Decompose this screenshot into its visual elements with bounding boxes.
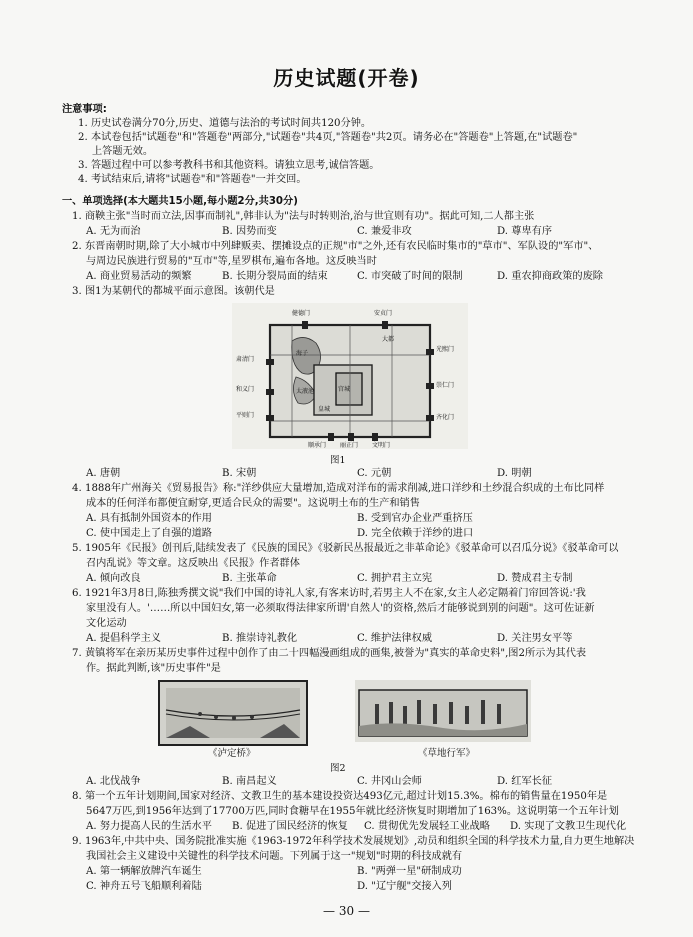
map-label: 文明门 bbox=[372, 442, 391, 449]
map-label: 顺承门 bbox=[308, 442, 327, 449]
q3-option-c: C. 元朝 bbox=[357, 468, 392, 479]
q2-option-b: B. 长期分裂局面的结束 bbox=[222, 271, 328, 282]
q8-option-a: A. 努力提高人民的生活水平 bbox=[86, 821, 212, 832]
q9-stem: 9. 1963年,中共中央、国务院批准实施《1963-1972年科学技术发展规划》,动员和组织全国的科学技术力量,自力更生地解决 bbox=[72, 836, 635, 847]
map-label: 皇城 bbox=[318, 406, 331, 413]
q2-option-c: C. 市突破了时间的限制 bbox=[357, 271, 463, 282]
map-label: 齐化门 bbox=[436, 414, 455, 421]
q7-option-a: A. 北伐战争 bbox=[86, 776, 141, 787]
section-heading: 一、单项选择(本大题共15小题,每小题2分,共30分) bbox=[62, 196, 298, 207]
q6-stem-cont: 家里没有人。'……所以中国妇女,第一必须取得法律家所谓'自然人'的资格,然后才能够说到别的问题"。这可佐证新 bbox=[86, 603, 595, 614]
note-2-cont: 上答题无效。 bbox=[92, 146, 154, 157]
q1-option-d: D. 尊卑有序 bbox=[497, 226, 553, 237]
q3-stem: 3. 图1为某朝代的都城平面示意图。该朝代是 bbox=[72, 286, 275, 297]
q2-stem-cont: 与周边民族进行贸易的"互市"等,星罗棋布,遍布各地。这反映当时 bbox=[86, 256, 377, 267]
q7-option-d: D. 红军长征 bbox=[497, 776, 553, 787]
map-label: 健德门 bbox=[292, 310, 311, 317]
page-title: 历史试题(开卷) bbox=[273, 66, 420, 90]
figure-2-caption: 图2 bbox=[330, 763, 346, 774]
grassland-march-image bbox=[355, 680, 531, 742]
note-1: 1. 历史试卷满分70分,历史、道德与法治的考试时间共120分钟。 bbox=[78, 118, 372, 129]
q5-option-d: D. 赞成君主专制 bbox=[497, 573, 573, 584]
q8-option-d: D. 实现了文教卫生现代化 bbox=[510, 821, 627, 832]
q6-stem: 6. 1921年3月8日,陈独秀撰文说"我们中国的诗礼人家,有客来访时,若男主人不在家,女主人必定隔着门帘回答说:'我 bbox=[72, 588, 586, 599]
map-label: 安贞门 bbox=[374, 310, 393, 317]
q8-option-b: B. 促进了国民经济的恢复 bbox=[232, 821, 348, 832]
q3-option-d: D. 明朝 bbox=[497, 468, 532, 479]
q4-stem: 4. 1888年广州海关《贸易报告》称:"洋纱供应大量增加,造成对洋布的需求削减,进口洋纱和土纱混合织成的土布比同样 bbox=[72, 483, 605, 494]
q9-option-b: B. "两弹一星"研制成功 bbox=[357, 866, 462, 877]
q6-stem-cont: 文化运动 bbox=[86, 618, 127, 629]
q9-option-a: A. 第一辆解放牌汽车诞生 bbox=[86, 866, 202, 877]
q8-stem: 8. 第一个五年计划期间,国家对经济、文教卫生的基本建设投资达493亿元,超过计划15.3%。棉布的销售量在1950年是 bbox=[72, 791, 608, 802]
q9-option-c: C. 神舟五号飞船顺利着陆 bbox=[86, 881, 202, 892]
map-label: 光熙门 bbox=[436, 346, 455, 353]
city-plan-figure bbox=[232, 303, 468, 449]
q9-stem-cont: 我国社会主义建设中关键性的科学技术问题。下列属于这一"规划"时期的科技成就有 bbox=[86, 851, 463, 862]
map-label: 崇仁门 bbox=[436, 382, 455, 389]
map-label: 肃清门 bbox=[236, 356, 255, 363]
q1-option-c: C. 兼爱非攻 bbox=[357, 226, 412, 237]
q5-option-c: C. 拥护君主立宪 bbox=[357, 573, 433, 584]
notes-header: 注意事项: bbox=[62, 104, 107, 115]
q7-stem: 7. 黄镇将军在亲历某历史事件过程中创作了由二十四幅漫画组成的画集,被誉为"真实的革命史料",图2所示为其代表 bbox=[72, 648, 587, 659]
map-label: 和义门 bbox=[236, 386, 255, 393]
q7-stem-cont: 作。据此判断,该"历史事件"是 bbox=[86, 663, 221, 674]
q7-option-b: B. 南昌起义 bbox=[222, 776, 277, 787]
map-label: 海子 bbox=[296, 350, 309, 357]
q2-stem: 2. 东晋南朝时期,除了大小城市中列肆贩卖、摆摊设点的正规"市"之外,还有农民临时集市的"草市"、军队设的"军市"、 bbox=[72, 241, 599, 252]
map-label: 大都 bbox=[382, 336, 395, 343]
q5-option-a: A. 倾向改良 bbox=[86, 573, 141, 584]
q8-stem-cont: 5647万匹,到1956年达到了17700万匹,同时食糖早在1955年就比经济恢复时期增加了163%。这说明第一个五年计划 bbox=[86, 806, 619, 817]
q6-option-c: C. 维护法律权威 bbox=[357, 633, 433, 644]
q5-stem-cont: 召内乱说》等文章。这反映出《民报》作者群体 bbox=[86, 558, 300, 569]
q5-stem: 5. 1905年《民报》创刊后,陆续发表了《民族的国民》《驳新民丛报最近之非革命论》《驳革命可以召瓜分说》《驳革命可以 bbox=[72, 543, 619, 554]
map-label: 宫城 bbox=[338, 386, 351, 393]
q6-option-d: D. 关注男女平等 bbox=[497, 633, 573, 644]
q6-option-a: A. 提倡科学主义 bbox=[86, 633, 161, 644]
q1-option-a: A. 无为而治 bbox=[86, 226, 141, 237]
q1-stem: 1. 商鞅主张"当时而立法,因事而制礼",韩非认为"法与时转则治,治与世宜则有功"。据此可知,二人都主张 bbox=[72, 211, 535, 222]
note-4: 4. 考试结束后,请将"试题卷"和"答题卷"一并交回。 bbox=[78, 174, 307, 185]
q7-option-c: C. 井冈山会师 bbox=[357, 776, 422, 787]
page-number: — 30 — bbox=[323, 904, 370, 918]
q6-option-b: B. 推崇诗礼教化 bbox=[222, 633, 298, 644]
figure-1-caption: 图1 bbox=[330, 455, 346, 466]
q1-option-b: B. 因势而变 bbox=[222, 226, 277, 237]
q4-stem-cont: 成本的任何洋布都便宜耐穿,更适合民众的需要"。这说明土布的生产和销售 bbox=[86, 498, 420, 509]
note-2: 2. 本试卷包括"试题卷"和"答题卷"两部分,"试题卷"共4页,"答题卷"共2页。请务必在"答题卷"上答题,在"试题卷" bbox=[78, 132, 578, 143]
note-3: 3. 答题过程中可以参考教科书和其他资料。请独立思考,诚信答题。 bbox=[78, 160, 380, 171]
map-label: 丽正门 bbox=[340, 442, 359, 449]
map-label: 平则门 bbox=[236, 412, 255, 419]
image-caption-luding: 《泸定桥》 bbox=[208, 748, 256, 759]
q4-option-c: C. 使中国走上了自强的道路 bbox=[86, 528, 212, 539]
image-caption-grassland: 《草地行军》 bbox=[418, 748, 476, 759]
q4-option-a: A. 具有抵制外国资本的作用 bbox=[86, 513, 212, 524]
q2-option-d: D. 重农抑商政策的废除 bbox=[497, 271, 603, 282]
q9-option-d: D. "辽宁舰"交接入列 bbox=[357, 881, 452, 892]
q5-option-b: B. 主张革命 bbox=[222, 573, 277, 584]
q3-option-b: B. 宋朝 bbox=[222, 468, 257, 479]
q8-option-c: C. 贯彻优先发展轻工业战略 bbox=[364, 821, 490, 832]
q3-option-a: A. 唐朝 bbox=[86, 468, 121, 479]
map-label: 太液池 bbox=[296, 388, 315, 395]
q4-option-b: B. 受到官办企业严重挤压 bbox=[357, 513, 473, 524]
luding-bridge-image bbox=[158, 680, 308, 746]
q2-option-a: A. 商业贸易活动的频繁 bbox=[86, 271, 192, 282]
q4-option-d: D. 完全依赖于洋纱的进口 bbox=[357, 528, 474, 539]
